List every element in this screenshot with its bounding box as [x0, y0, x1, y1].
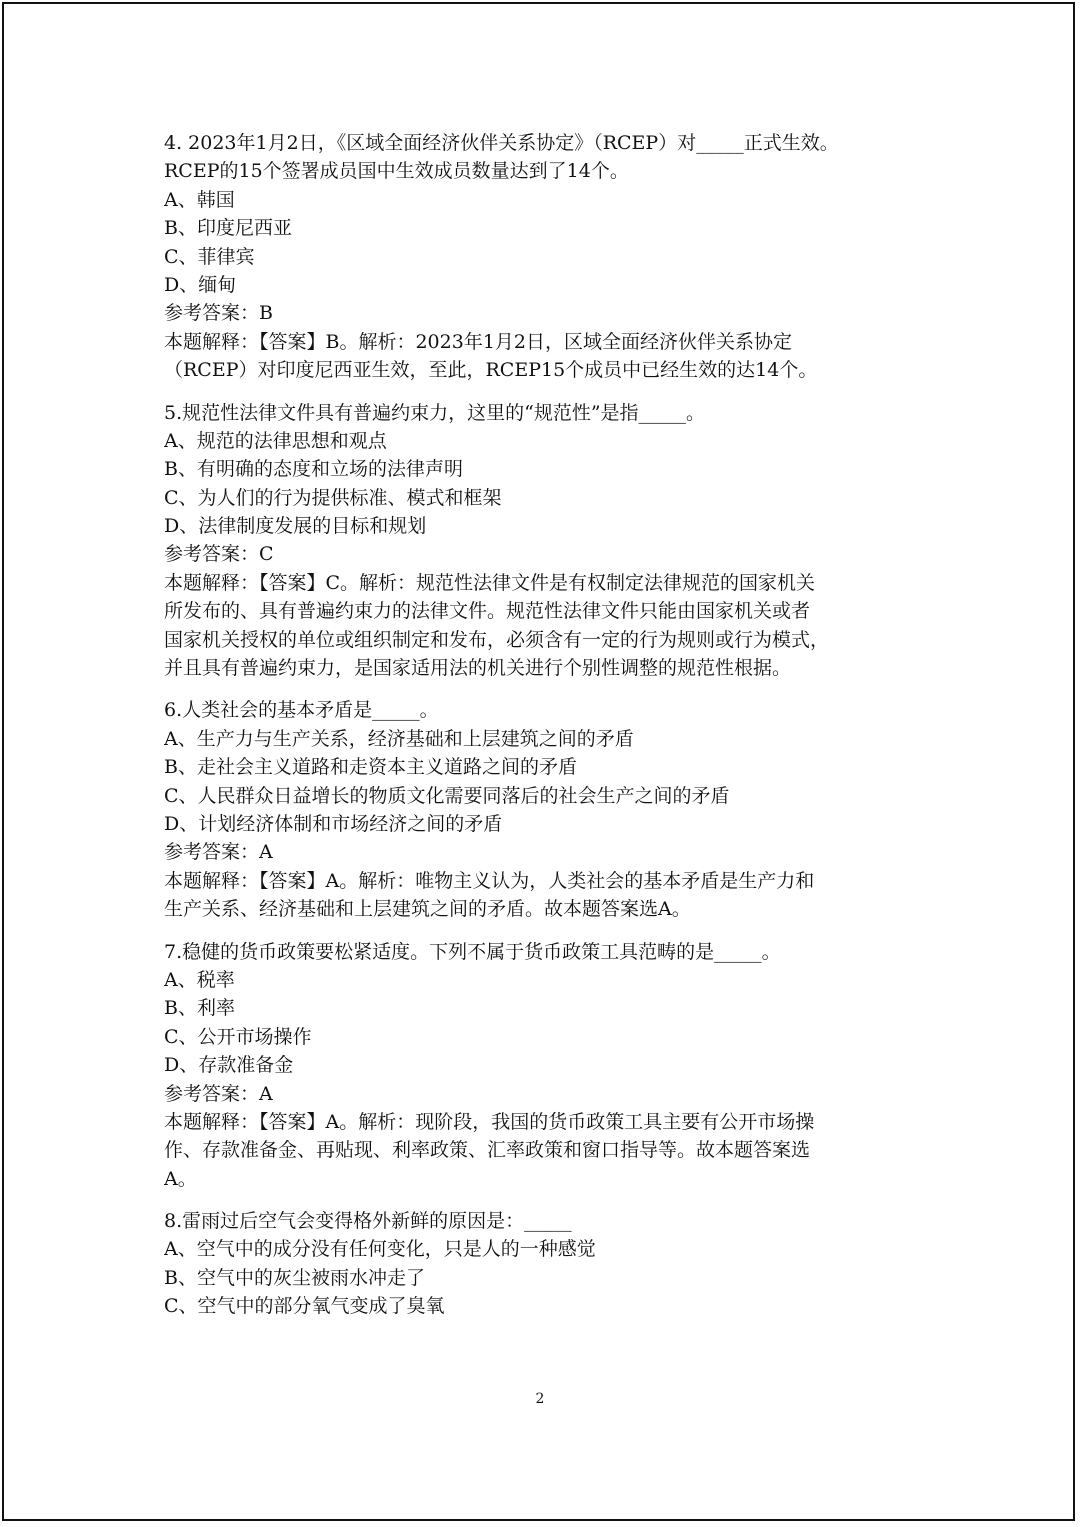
explanation: （RCEP）对印度尼西亚生效，至此，RCEP15个成员中已经生效的达14个。: [164, 359, 818, 382]
document-content: [164, 129, 939, 1335]
option-c: C、为人们的行为提供标准、模式和框架: [164, 486, 502, 509]
option-c: C、人民群众日益增长的物质文化需要同落后的社会生产之间的矛盾: [164, 784, 730, 807]
explanation: 作、存款准备金、再贴现、利率政策、汇率政策和窗口指导等。故本题答案选: [164, 1139, 811, 1162]
explanation: 国家机关授权的单位或组织制定和发布，必须含有一定的行为规则或行为模式，: [164, 628, 830, 651]
option-b: B、印度尼西亚: [164, 217, 292, 240]
question-5: [164, 399, 939, 683]
option-d: D、存款准备金: [164, 1054, 294, 1077]
option-c: C、公开市场操作: [164, 1025, 312, 1048]
option-a: A、税率: [164, 968, 235, 991]
reference-answer: 参考答案：C: [164, 543, 274, 566]
question-stem: RCEP的15个签署成员国中生效成员数量达到了14个。: [164, 160, 629, 183]
explanation: 本题解释：【答案】C。解析：规范性法律文件是有权制定法律规范的国家机关: [164, 571, 816, 594]
explanation: 本题解释：【答案】A。解析：唯物主义认为，人类社会的基本矛盾是生产力和: [164, 869, 815, 892]
question-6: [164, 696, 939, 923]
option-c: C、菲律宾: [164, 245, 255, 268]
reference-answer: 参考答案：B: [164, 302, 273, 325]
option-a: A、空气中的成分没有任何变化，只是人的一种感觉: [164, 1238, 596, 1261]
option-b: B、有明确的态度和立场的法律声明: [164, 458, 463, 481]
explanation: 所发布的、具有普遍约束力的法律文件。规范性法律文件只能由国家机关或者: [164, 600, 811, 623]
question-stem: 7.稳健的货币政策要松紧适度。下列不属于货币政策工具范畴的是_____。: [164, 940, 781, 963]
option-b: B、利率: [164, 997, 235, 1020]
question-stem: 5.规范性法律文件具有普遍约束力，这里的“规范性”是指_____。: [164, 401, 706, 424]
question-7: [164, 938, 939, 1194]
question-stem: 4. 2023年1月2日，《区域全面经济伙伴关系协定》（RCEP）对_____正式生效。: [164, 132, 839, 154]
option-d: D、法律制度发展的目标和规划: [164, 515, 427, 538]
question-stem: 6.人类社会的基本矛盾是_____。: [164, 699, 439, 722]
option-c: C、空气中的部分氧气变成了臭氧: [164, 1295, 445, 1318]
option-a: A、规范的法律思想和观点: [164, 429, 387, 452]
question-8: [164, 1207, 939, 1321]
option-d: D、缅甸: [164, 273, 237, 296]
option-b: B、空气中的灰尘被雨水冲走了: [164, 1266, 425, 1289]
question-stem: 8.雷雨过后空气会变得格外新鲜的原因是：_____: [164, 1210, 572, 1233]
explanation: 并且具有普遍约束力，是国家适用法的机关进行个别性调整的规范性根据。: [164, 657, 792, 680]
explanation: 生产关系、经济基础和上层建筑之间的矛盾。故本题答案选A。: [164, 898, 691, 921]
explanation: 本题解释：【答案】B。解析：2023年1月2日，区域全面经济伙伴关系协定: [164, 330, 792, 353]
option-d: D、计划经济体制和市场经济之间的矛盾: [164, 812, 503, 835]
option-b: B、走社会主义道路和走资本主义道路之间的矛盾: [164, 756, 577, 779]
explanation: 本题解释：【答案】A。解析：现阶段，我国的货币政策工具主要有公开市场操: [164, 1110, 815, 1133]
reference-answer: 参考答案：A: [164, 841, 273, 864]
option-a: A、韩国: [164, 188, 235, 211]
reference-answer: 参考答案：A: [164, 1082, 273, 1105]
explanation: A。: [164, 1167, 197, 1190]
option-a: A、生产力与生产关系，经济基础和上层建筑之间的矛盾: [164, 727, 634, 750]
page-number: 2: [535, 1391, 545, 1407]
question-4: [164, 129, 939, 385]
